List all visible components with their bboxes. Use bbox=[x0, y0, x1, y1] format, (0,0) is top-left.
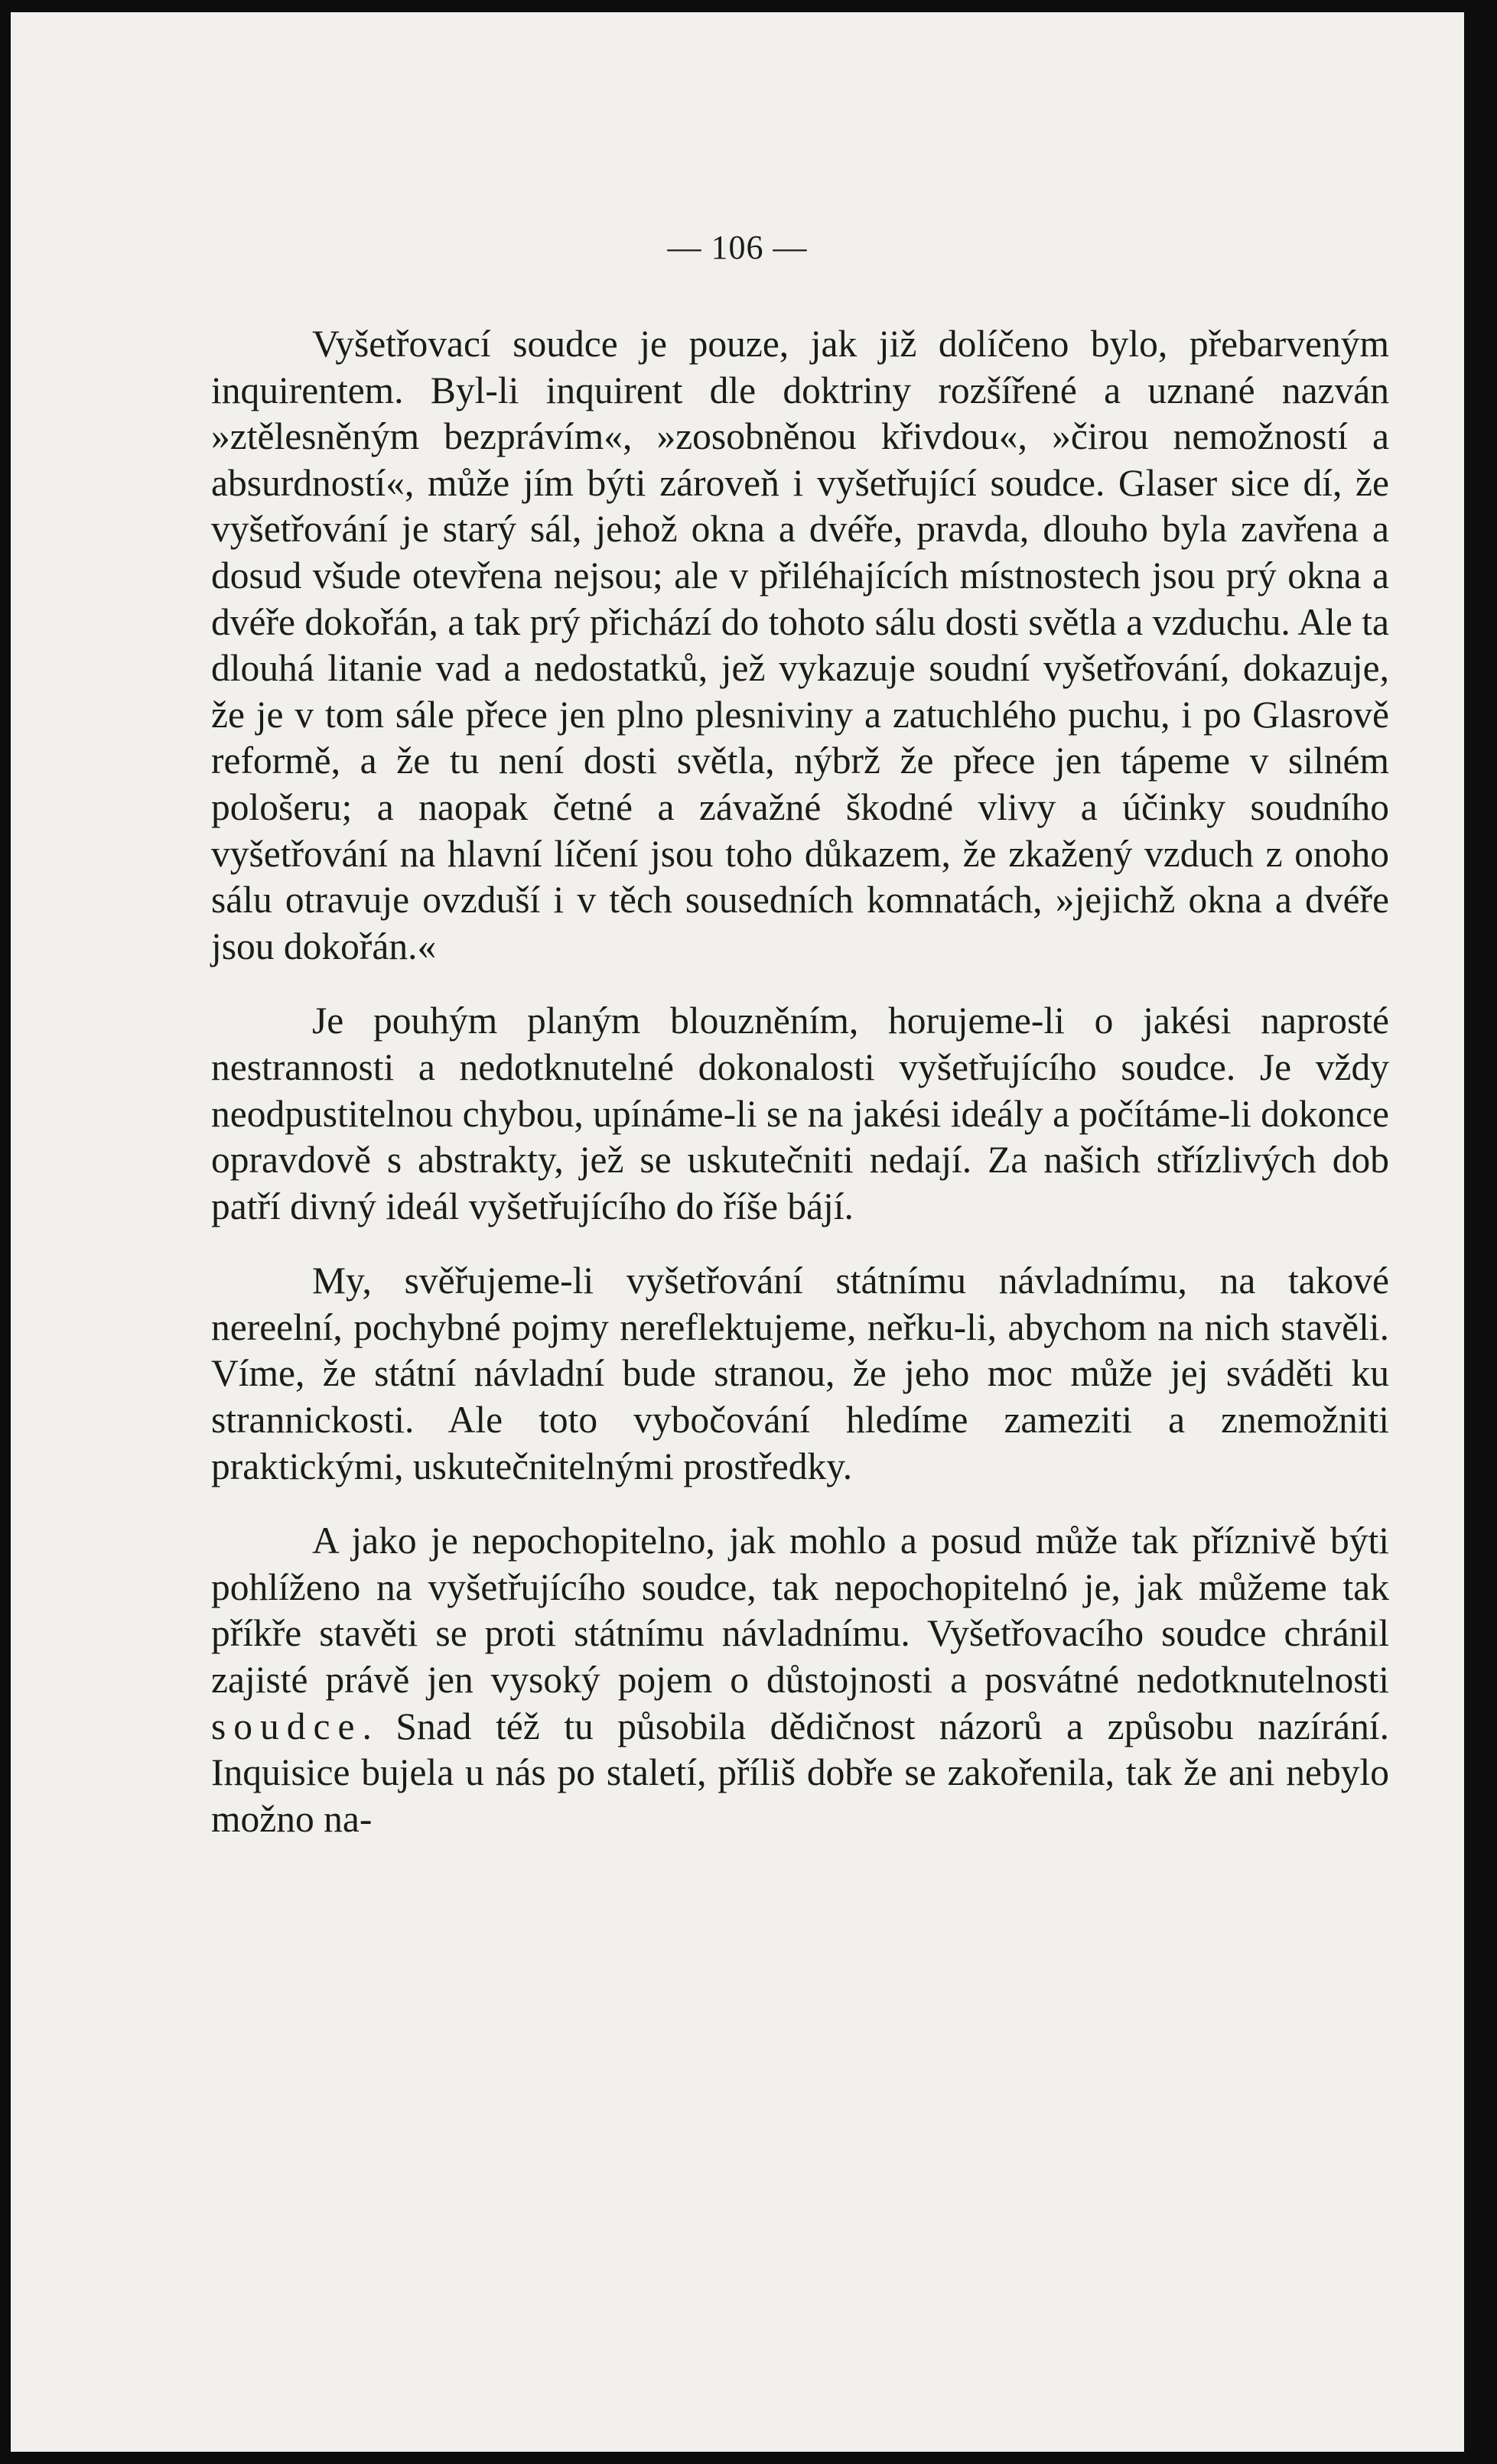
paragraph-4-text-before: A jako je nepochopitelno, jak mohlo a posud může tak příznivě býti pohlíženo na vyšetřujícího soudce, tak nepochopitelnó je, jak můžeme tak příkře stavěti se proti státnímu návladnímu. Vyšetřovacího soudce chránil zajisté právě jen vysoký pojem o důstojnosti a posvátné nedotknutelnosti bbox=[211, 1520, 1389, 1702]
paragraph-2: Je pouhým planým blouzněním, horujeme-li o jakési naprosté nestrannosti a nedotknutelné dokonalosti vyšetřujícího soudce. Je vždy neodpustitelnou chybou, upínáme-li se na jakési ideály a počítáme-li dokonce opravdově s abstrakty, jež se uskutečniti nedají. Za našich střízlivých dob patří divný ideál vyšetřujícího do říše bájí. bbox=[211, 1000, 1389, 1227]
paragraph-4 bbox=[211, 1518, 1389, 1842]
paragraph-1: Vyšetřovací soudce je pouze, jak již dolíčeno bylo, přebarveným inquirentem. Byl-li inquirent dle doktriny rozšířené a uznané nazván »ztělesněným bezprávím«, »zosobněnou křivdou«, »čirou nemožností a absurdností«, může jím býti zároveň i vyšetřující soudce. Glaser sice dí, že vyšetřování je starý sál, jehož okna a dvéře, pravda, dlouho byla zavřena a dosud všude otevřena nejsou; ale v přiléhajících místnostech jsou prý okna a dvéře dokořán, a tak prý přichází do tohoto sálu dosti světla a vzduchu. Ale ta dlouhá litanie vad a nedostatků, jež vykazuje soudní vyšetřování, dokazuje, že je v tom sále přece jen plno plesniviny a zatuchlého puchu, i po Glasrově reformě, a že tu není dosti světla, nýbrž že přece jen tápeme v silném pološeru; a naopak četné a závažné škodné vlivy a účinky soudního vyšetřování na hlavní líčení jsou toho důkazem, že zkažený vzduch z onoho sálu otravuje ovzduší i v těch sousedních komnatách, »jejichž okna a dvéře jsou dokořán.« bbox=[211, 323, 1389, 967]
page-number: — 106 — bbox=[667, 229, 808, 266]
paragraph-4-spaced-word: soudce bbox=[211, 1705, 363, 1747]
paragraph-4-text-after: . Snad též tu působila dědičnost názorů a způsobu nazírání. Inquisice bujela u nás po staletí, příliš dobře se zakořenila, tak že ani nebylo možno na- bbox=[211, 1705, 1389, 1840]
book-page bbox=[11, 12, 1464, 2452]
scan-edge bbox=[1466, 0, 1497, 2464]
paragraph-3: My, svěřujeme-li vyšetřování státnímu návladnímu, na takové nereelní, pochybné pojmy nereflektujeme, neřku-li, abychom na nich stavěli. Víme, že státní návladní bude stranou, že jeho moc může jej sváděti ku strannickosti. Ale toto vybočování hledíme zameziti a znemožniti praktickými, uskutečnitelnými prostředky. bbox=[211, 1260, 1389, 1487]
body-text bbox=[211, 321, 1389, 1842]
